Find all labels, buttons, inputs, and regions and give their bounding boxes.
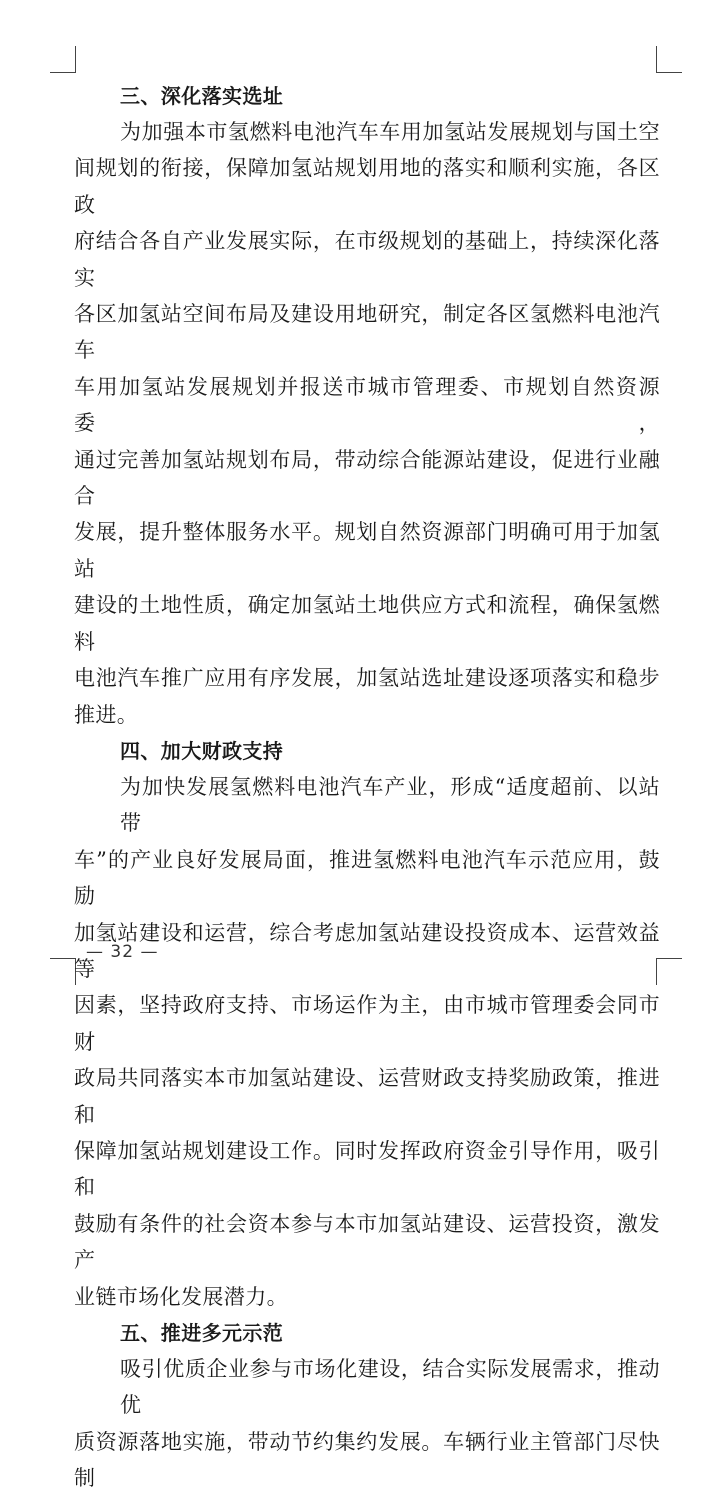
text-line: 推进。 [74, 702, 139, 727]
section-paragraph [74, 1351, 660, 1497]
text-line: 质资源落地实施，带动节约集约发展。车辆行业主管部门尽快制 [74, 1429, 660, 1491]
text-line: 各区加氢站空间布局及建设用地研究，制定各区氢燃料电池汽车 [74, 302, 660, 363]
text-line: 为加快发展氢燃料电池汽车产业，形成“适度超前、以站带 [120, 774, 660, 836]
text-line: 车用加氢站发展规划并报送市城市管理委、市规划自然资源委， [74, 374, 660, 436]
page-number: — 32 — [86, 942, 159, 962]
crop-mark-bottom-left-h [50, 958, 76, 959]
text-line: 鼓励有条件的社会资本参与本市加氢站建设、运营投资，激发产 [74, 1211, 660, 1273]
document-body [74, 78, 660, 1497]
text-line: 建设的土地性质，确定加氢站土地供应方式和流程，确保氢燃料 [74, 593, 660, 654]
text-line: 加氢站建设和运营，综合考虑加氢站建设投资成本、运营效益等 [74, 920, 660, 981]
crop-mark-top-right-v [656, 46, 657, 73]
text-line: 电池汽车推广应用有序发展，加氢站选址建设逐项落实和稳步 [74, 666, 660, 691]
crop-mark-top-left-v [75, 46, 76, 73]
text-line: 业链市场化发展潜力。 [74, 1284, 288, 1309]
crop-mark-top-right-h [656, 72, 682, 73]
text-line: 间规划的衔接，保障加氢站规划用地的落实和顺利实施，各区政 [74, 156, 660, 217]
text-line: 府结合各自产业发展实际，在市级规划的基础上，持续深化落实 [74, 229, 660, 290]
text-line: 车”的产业良好发展局面，推进氢燃料电池汽车示范应用，鼓励 [74, 847, 660, 909]
text-line: 政局共同落实本市加氢站建设、运营财政支持奖励政策，推进和 [74, 1066, 660, 1127]
section-paragraph [74, 114, 660, 733]
section-heading: 三、深化落实选址 [120, 84, 284, 108]
text-line: 因素，坚持政府支持、市场运作为主，由市城市管理委会同市财 [74, 993, 660, 1054]
section-heading: 五、推进多元示范 [120, 1321, 284, 1345]
text-line: 吸引优质企业参与市场化建设，结合实际发展需求，推动优 [120, 1357, 660, 1418]
text-line: 通过完善加氢站规划布局，带动综合能源站建设，促进行业融合 [74, 447, 660, 509]
text-line: 为加强本市氢燃料电池汽车车用加氢站发展规划与国土空 [120, 120, 660, 144]
section-heading: 四、加大财政支持 [120, 738, 284, 763]
text-line: 保障加氢站规划建设工作。同时发挥政府资金引导作用，吸引和 [74, 1138, 660, 1200]
section-paragraph [74, 769, 660, 1315]
crop-mark-top-left-h [50, 72, 76, 73]
text-line: 发展，提升整体服务水平。规划自然资源部门明确可用于加氢站 [74, 520, 660, 581]
